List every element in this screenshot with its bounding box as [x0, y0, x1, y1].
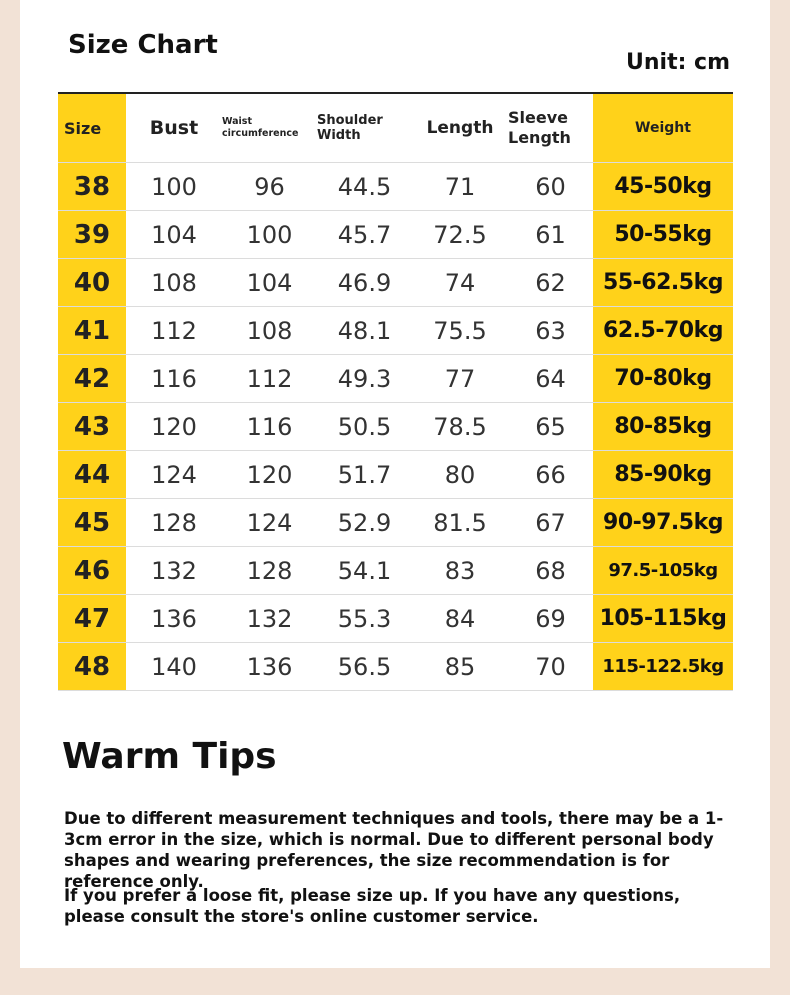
- size-cell: 48: [58, 643, 126, 691]
- length-cell: 80: [412, 451, 508, 499]
- length-cell: 71: [412, 163, 508, 211]
- weight-cell: 62.5-70kg: [593, 307, 733, 355]
- weight-cell: 45-50kg: [593, 163, 733, 211]
- sleeve-cell: 69: [508, 595, 593, 643]
- shoulder-cell: 55.3: [317, 595, 412, 643]
- length-cell: 75.5: [412, 307, 508, 355]
- table-row: [58, 451, 733, 499]
- waist-cell: 120: [222, 451, 317, 499]
- size-cell: 41: [58, 307, 126, 355]
- shoulder-cell: 45.7: [317, 211, 412, 259]
- weight-cell: 50-55kg: [593, 211, 733, 259]
- table-row: [58, 643, 733, 691]
- size-cell: 44: [58, 451, 126, 499]
- table-row: [58, 163, 733, 211]
- shoulder-cell: 46.9: [317, 259, 412, 307]
- tips-paragraph: Due to different measurement techniques and tools, there may be a 1-3cm error in the size, which is normal. Due to different personal body shapes and wearing preferences, the size recommendation is for reference only.: [64, 809, 724, 891]
- size-cell: 42: [58, 355, 126, 403]
- bust-cell: 120: [126, 403, 222, 451]
- table-header-row: [58, 93, 733, 163]
- shoulder-cell: 54.1: [317, 547, 412, 595]
- table-row: [58, 595, 733, 643]
- length-cell: 83: [412, 547, 508, 595]
- table-row: [58, 211, 733, 259]
- weight-cell: 97.5-105kg: [593, 547, 733, 595]
- header-size: Size: [58, 93, 126, 163]
- length-cell: 78.5: [412, 403, 508, 451]
- bust-cell: 116: [126, 355, 222, 403]
- length-cell: 85: [412, 643, 508, 691]
- size-cell: 46: [58, 547, 126, 595]
- table-row: [58, 259, 733, 307]
- waist-cell: 136: [222, 643, 317, 691]
- bust-cell: 136: [126, 595, 222, 643]
- waist-cell: 128: [222, 547, 317, 595]
- header-waist: Waist circumference: [222, 93, 317, 163]
- header-sleeve: Sleeve Length: [508, 93, 593, 163]
- weight-cell: 85-90kg: [593, 451, 733, 499]
- size-cell: 47: [58, 595, 126, 643]
- size-table: [58, 92, 733, 691]
- bust-cell: 140: [126, 643, 222, 691]
- weight-cell: 115-122.5kg: [593, 643, 733, 691]
- size-chart-card: [20, 0, 770, 968]
- page-title: Size Chart: [68, 30, 218, 60]
- shoulder-cell: 44.5: [317, 163, 412, 211]
- sleeve-cell: 62: [508, 259, 593, 307]
- length-cell: 81.5: [412, 499, 508, 547]
- size-cell: 38: [58, 163, 126, 211]
- table-row: [58, 403, 733, 451]
- sleeve-cell: 65: [508, 403, 593, 451]
- header-length: Length: [412, 93, 508, 163]
- shoulder-cell: 56.5: [317, 643, 412, 691]
- table-row: [58, 355, 733, 403]
- tips-paragraph: If you prefer a loose fit, please size up. If you have any questions, please consult the store's online customer service.: [64, 886, 681, 926]
- size-cell: 43: [58, 403, 126, 451]
- header-shoulder: Shoulder Width: [317, 93, 412, 163]
- bust-cell: 100: [126, 163, 222, 211]
- sleeve-cell: 68: [508, 547, 593, 595]
- sleeve-cell: 63: [508, 307, 593, 355]
- weight-cell: 105-115kg: [593, 595, 733, 643]
- shoulder-cell: 52.9: [317, 499, 412, 547]
- size-cell: 39: [58, 211, 126, 259]
- length-cell: 84: [412, 595, 508, 643]
- length-cell: 72.5: [412, 211, 508, 259]
- waist-cell: 96: [222, 163, 317, 211]
- length-cell: 74: [412, 259, 508, 307]
- header-bust: Bust: [126, 93, 222, 163]
- bust-cell: 132: [126, 547, 222, 595]
- waist-cell: 116: [222, 403, 317, 451]
- unit-label: Unit: cm: [626, 50, 731, 75]
- weight-cell: 55-62.5kg: [593, 259, 733, 307]
- table-row: [58, 499, 733, 547]
- bust-cell: 124: [126, 451, 222, 499]
- waist-cell: 124: [222, 499, 317, 547]
- sleeve-cell: 60: [508, 163, 593, 211]
- table-row: [58, 547, 733, 595]
- bust-cell: 128: [126, 499, 222, 547]
- size-cell: 40: [58, 259, 126, 307]
- weight-cell: 80-85kg: [593, 403, 733, 451]
- waist-cell: 132: [222, 595, 317, 643]
- bust-cell: 112: [126, 307, 222, 355]
- tips-heading: Warm Tips: [62, 736, 277, 777]
- waist-cell: 108: [222, 307, 317, 355]
- sleeve-cell: 64: [508, 355, 593, 403]
- weight-cell: 70-80kg: [593, 355, 733, 403]
- sleeve-cell: 70: [508, 643, 593, 691]
- length-cell: 77: [412, 355, 508, 403]
- header-weight: Weight: [593, 93, 733, 163]
- shoulder-cell: 50.5: [317, 403, 412, 451]
- shoulder-cell: 49.3: [317, 355, 412, 403]
- bust-cell: 108: [126, 259, 222, 307]
- size-cell: 45: [58, 499, 126, 547]
- table-row: [58, 307, 733, 355]
- waist-cell: 112: [222, 355, 317, 403]
- sleeve-cell: 67: [508, 499, 593, 547]
- weight-cell: 90-97.5kg: [593, 499, 733, 547]
- waist-cell: 104: [222, 259, 317, 307]
- shoulder-cell: 51.7: [317, 451, 412, 499]
- waist-cell: 100: [222, 211, 317, 259]
- sleeve-cell: 66: [508, 451, 593, 499]
- sleeve-cell: 61: [508, 211, 593, 259]
- shoulder-cell: 48.1: [317, 307, 412, 355]
- bust-cell: 104: [126, 211, 222, 259]
